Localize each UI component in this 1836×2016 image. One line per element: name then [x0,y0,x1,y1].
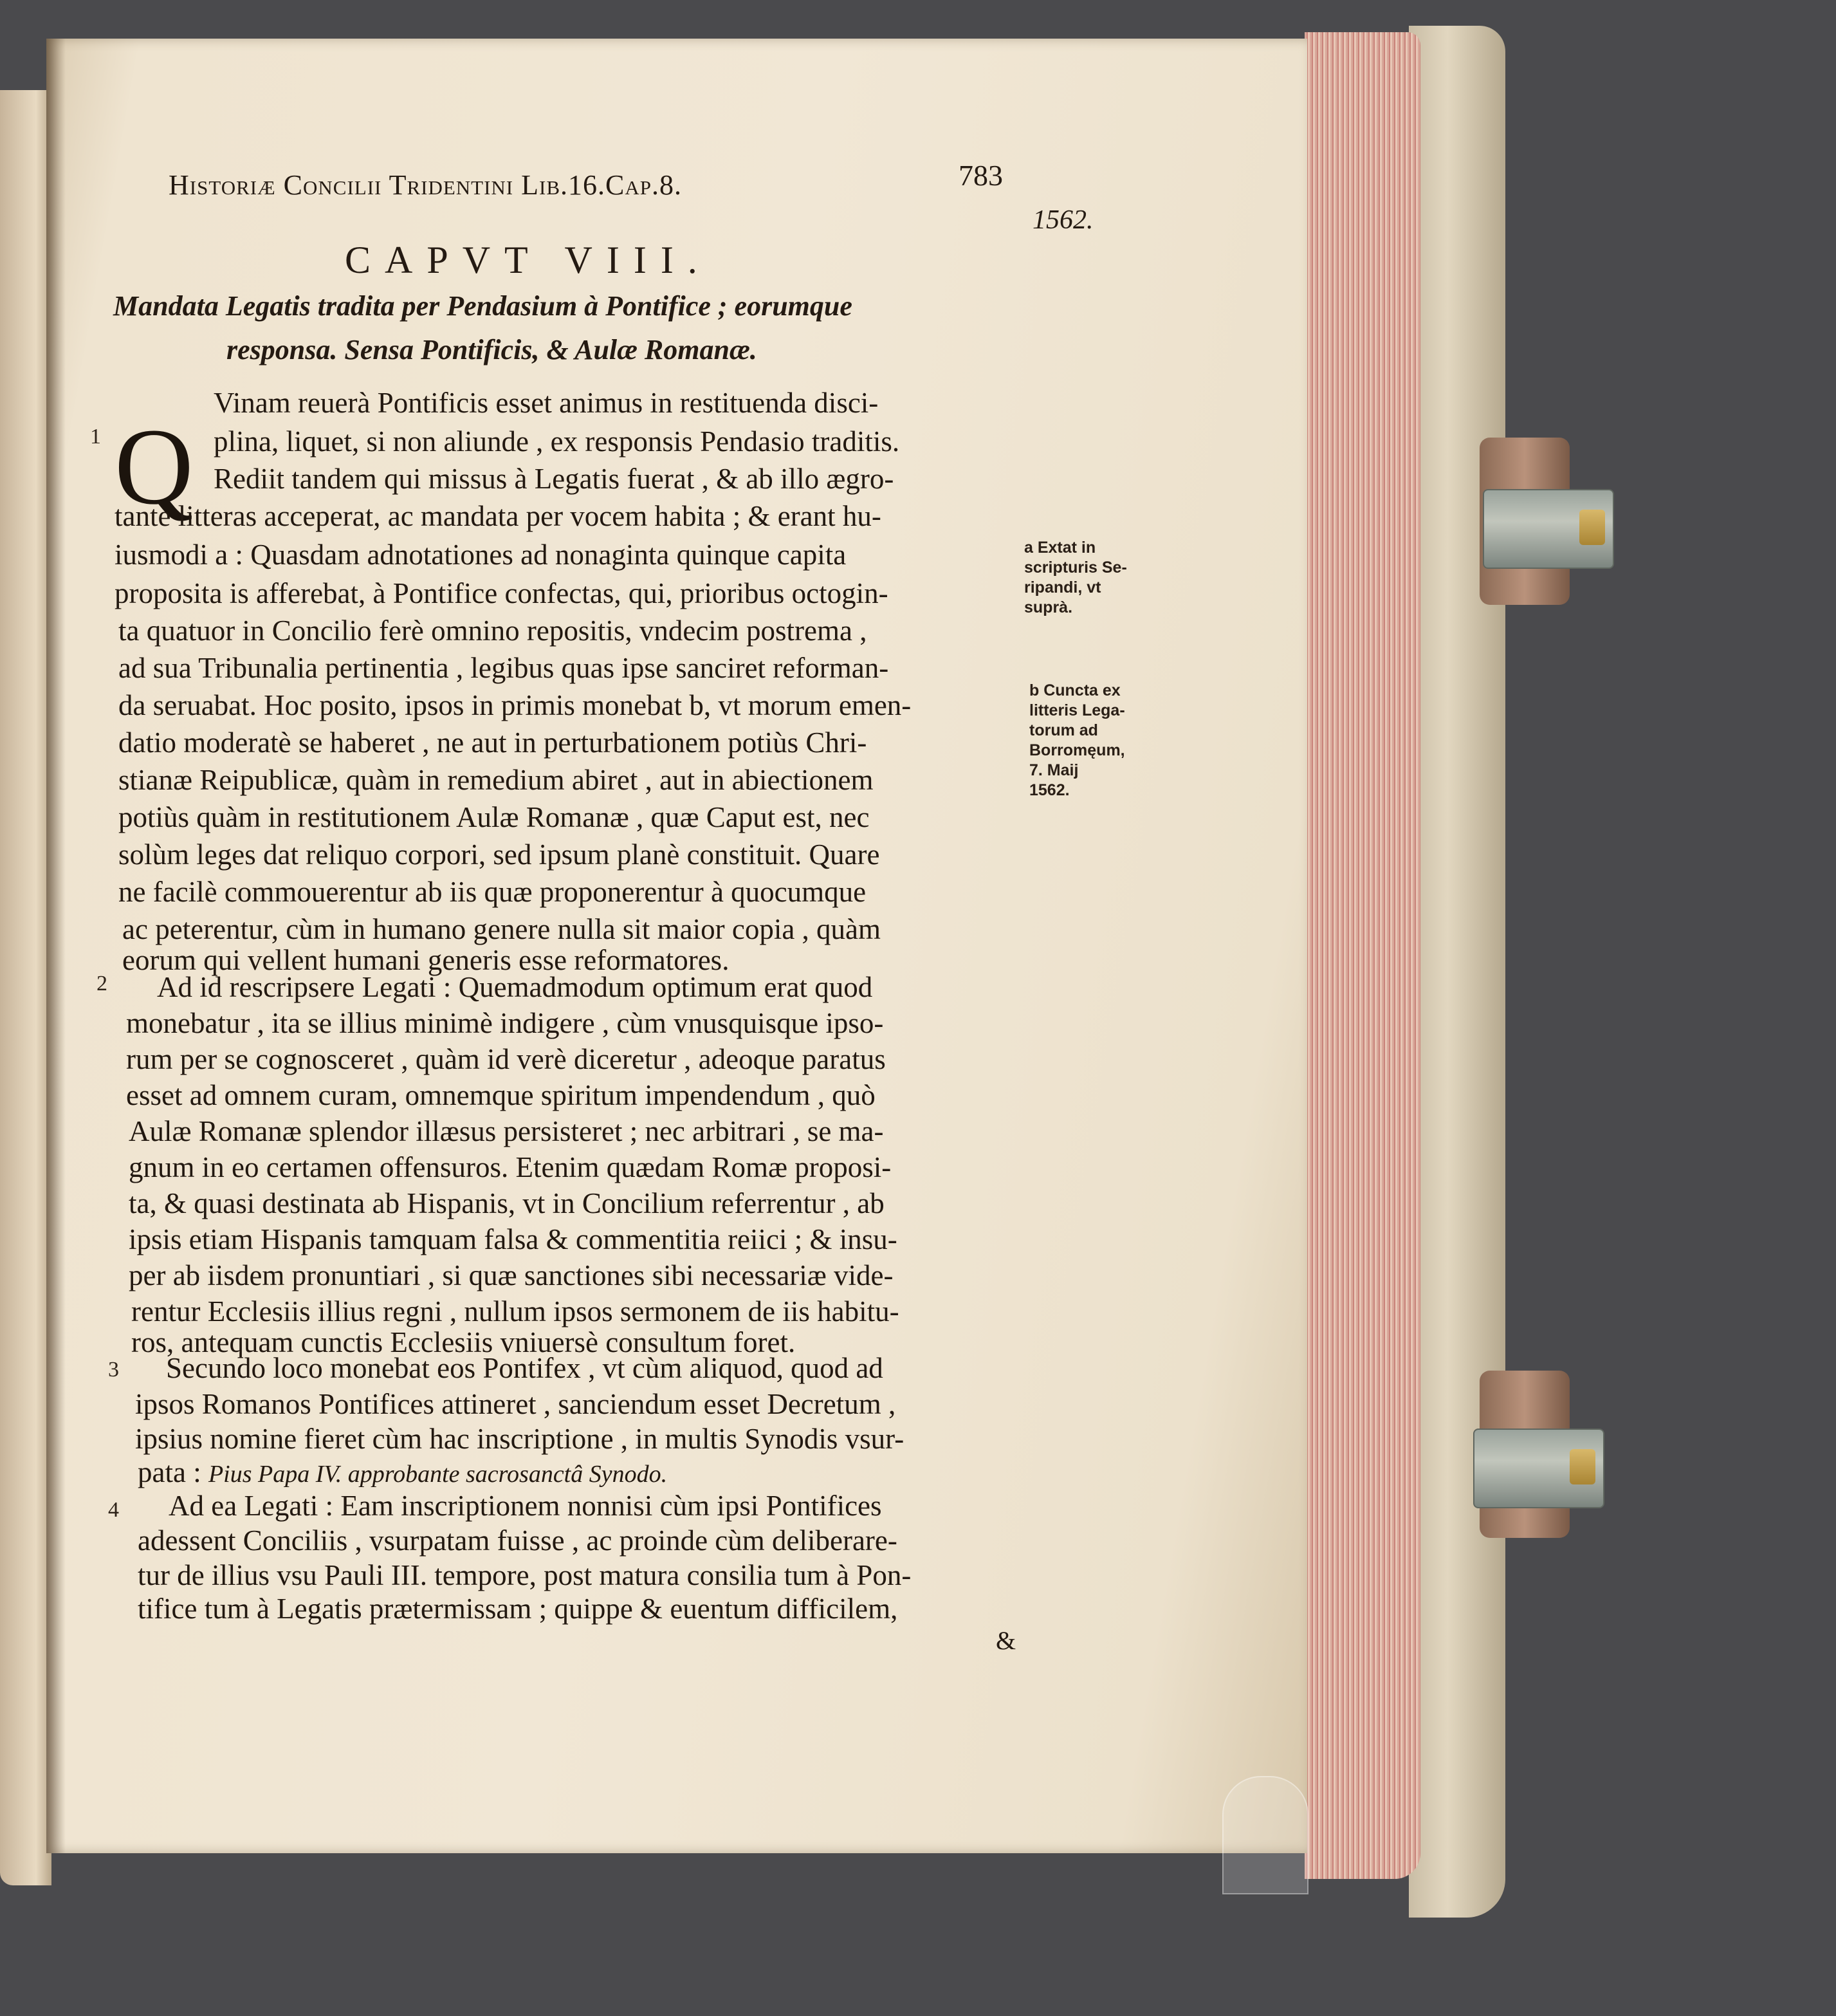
book-cover-edge [1409,26,1505,1918]
body-line: solùm leges dat reliquo corpori, sed ipsum planè constituit. Quare [118,838,880,871]
body-line: Rediit tandem qui missus à Legatis fuerat , & ab illo ægro- [214,463,894,495]
body-line: tur de illius vsu Pauli III. tempore, post matura consilia tum à Pon- [138,1559,912,1591]
body-line: per ab iisdem pronuntiari , si quæ sanctiones sibi necessariæ vide- [129,1259,894,1291]
body-line: ipsos Romanos Pontifices attineret , sanciendum esset Decretum , [135,1388,896,1420]
body-line: ipsis etiam Hispanis tamquam falsa & commentitia reiici ; & insu- [129,1223,897,1255]
body-line: ac peterentur, cùm in humano genere nulla sit maior copia , quàm [122,913,881,945]
body-line: plina, liquet, si non aliunde , ex responsis Pendasio traditis. [214,425,900,458]
body-line: datio moderatè se haberet , ne aut in perturbationem potiùs Chri- [118,726,867,759]
body-line: Vinam reuerà Pontificis esset animus in restituenda disci- [214,387,879,419]
body-line: tante litteras acceperat, ac mandata per vocem habita ; & erant hu- [115,500,881,532]
chapter-subtitle-line-2: responsa. Sensa Pontificis, & Aulæ Romanæ. [226,334,757,365]
body-line: tifice tum à Legatis prætermissam ; quippe & euentum difficilem, [138,1593,898,1625]
note-line: 7. Maij [1029,761,1079,779]
body-line: adessent Conciliis , vsurpatam fuisse , ac proinde cùm deliberare- [138,1524,897,1557]
body-line: ta quatuor in Concilio ferè omnino repositis, vndecim postrema , [118,615,867,647]
body-line: stianæ Reipublicæ, quàm in remedium abiret , aut in abiectionem [118,764,874,796]
body-line: da seruabat. Hoc posito, ipsos in primis monebat b, vt morum emen- [118,689,912,721]
body-line: gnum in eo certamen offensuros. Etenim quædam Romæ proposi- [129,1151,892,1183]
inscription-formula: Pius Papa IV. approbante sacrosanctâ Synodo. [208,1461,668,1488]
body-line: iusmodi a : Quasdam adnotationes ad nonaginta quinque capita [115,539,847,571]
note-line: suprà. [1024,598,1073,616]
gutter-shadow [46,39,66,1853]
body-line: ros, antequam cunctis Ecclesiis vniuersè consultum foret. [131,1326,796,1358]
paragraph-number-4: 4 [108,1498,119,1522]
body-line: monebatur , ita se illius minimè indigere , cùm vnusquisque ipso- [126,1007,884,1039]
body-line: eorum qui vellent humani generis esse reformatores. [122,944,730,976]
page-number: 783 [959,159,1003,192]
body-line: ne facilè commouerentur ab iis quæ proponerentur à quocumque [118,876,867,908]
running-title: Historiæ Concilii Tridentini Lib.16.Cap.8. [169,169,682,201]
note-line: b Cuncta ex [1029,681,1121,699]
page-block-edges [1305,32,1420,1879]
body-line: proposita is afferebat, à Pontifice confectas, qui, prioribus octogin- [115,577,888,609]
body-line: esset ad omnem curam, omnemque spiritum impendendum , quò [126,1079,876,1111]
body-line-prefix: pata : [138,1456,208,1488]
lower-clasp [1473,1429,1604,1508]
upper-clasp-pin [1579,510,1605,545]
lower-clasp-pin [1570,1449,1595,1484]
body-line: ad sua Tribunalia pertinentia , legibus quas ipse sanciret reforman- [118,652,889,684]
note-line: torum ad [1029,721,1098,739]
note-line: a Extat in [1024,539,1096,557]
body-line: rum per se cognosceret , quàm id verè diceretur , adeoque paratus [126,1043,886,1075]
body-line: Ad id rescripsere Legati : Quemadmodum optimum erat quod [157,971,873,1003]
paragraph-number-1: 1 [90,425,101,449]
upper-clasp [1483,489,1614,569]
chapter-heading: CAPVT VIII. [345,239,711,281]
marginal-note-b [1029,681,1125,800]
note-line: 1562. [1029,781,1070,799]
paragraph-number-3: 3 [108,1358,119,1382]
body-line: Aulæ Romanæ splendor illæsus persisteret ; nec arbitrari , se ma- [129,1115,884,1147]
chapter-subtitle-line-1: Mandata Legatis tradita per Pendasium à Pontifice ; eorumque [113,290,852,322]
marginal-note-a [1024,538,1127,618]
note-line: Borromęum, [1029,741,1125,759]
previous-page-edge [0,90,51,1885]
page-holder-clip [1222,1776,1308,1894]
body-line: potiùs quàm in restitutionem Aulæ Romanæ , quæ Caput est, nec [118,801,870,833]
body-line: ta, & quasi destinata ab Hispanis, vt in Concilium referrentur , ab [129,1187,885,1219]
body-line: rentur Ecclesiis illius regni , nullum ipsos sermonem de iis habitu- [131,1295,899,1327]
body-line: Secundo loco monebat eos Pontifex , vt cùm aliquod, quod ad [166,1352,883,1384]
body-line-with-formula [138,1458,667,1487]
note-line: ripandi, vt [1024,578,1101,596]
note-line: litteris Lega- [1029,701,1125,719]
note-line: scripturis Se- [1024,559,1127,577]
body-line: ipsius nomine fieret cùm hac inscriptione , in multis Synodis vsur- [135,1423,904,1455]
catchword: & [996,1626,1016,1655]
margin-year: 1562. [1033,205,1094,235]
paragraph-number-2: 2 [96,972,107,995]
body-line: Ad ea Legati : Eam inscriptionem nonnisi cùm ipsi Pontifices [169,1490,882,1522]
drop-cap: Q [115,406,194,527]
